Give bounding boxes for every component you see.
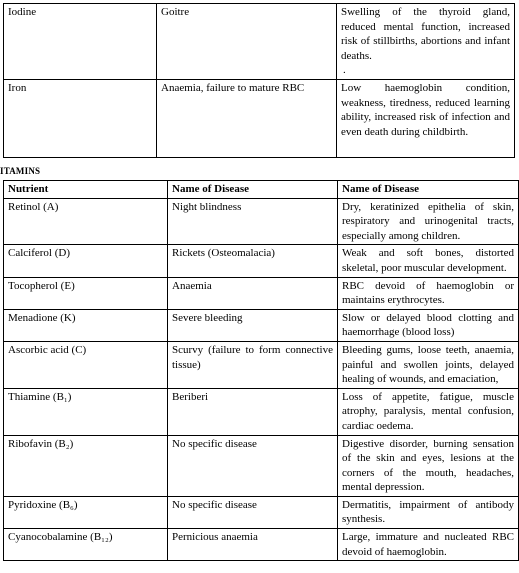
disease-cell: Pernicious anaemia [168,529,338,561]
table-row [4,341,519,388]
table-row [4,529,519,561]
vitamins-table [3,180,519,561]
effects-cell: Loss of appetite, fatigue, muscle atrophy, paralysis, mental confusion, cardiac oedema. [338,388,519,435]
header-row [4,181,519,199]
nutrient-cell: Ascorbic acid (C) [4,341,168,388]
table-row [4,309,519,341]
disease-cell: Anaemia, failure to mature RBC [157,79,337,157]
nutrient-cell: Retinol (A) [4,198,168,245]
table-row [4,496,519,528]
effects-cell: Low haemoglobin condition, weakness, tiredness, reduced learning ability, increased risk of infection and even death during childbirth. [337,79,515,157]
table-row [4,198,519,245]
disease-cell: Goitre [157,4,337,80]
nutrient-cell: Iodine [4,4,157,80]
trailing-mark: . [343,64,346,77]
effects-cell: RBC devoid of haemoglobin or maintains erythrocytes. [338,277,519,309]
nutrient-cell: Iron [4,79,157,157]
nutrient-cell: Ribofavin (B₂) [4,435,168,496]
disease-cell: Beriberi [168,388,338,435]
nutrient-cell: Cyanocobalamine (B₁₂) [4,529,168,561]
column-header-disease: Name of Disease [168,181,338,199]
effects-text: Swelling of the thyroid gland, reduced mental function, increased risk of stillbirths, abortions and infant deaths. [341,6,510,62]
effects-cell: Large, immature and nucleated RBC devoid of haemoglobin. [338,529,519,561]
nutrient-cell: Pyridoxine (B₆) [4,496,168,528]
table-row [4,435,519,496]
table-row [4,277,519,309]
effects-cell: Dry, keratinized epithelia of skin, respiratory and urinogenital tracts, especially among children. [338,198,519,245]
table-row [4,245,519,277]
nutrient-cell: Tocopherol (E) [4,277,168,309]
nutrient-cell: Calciferol (D) [4,245,168,277]
effects-cell [337,4,515,80]
nutrient-cell: Menadione (K) [4,309,168,341]
disease-cell: No specific disease [168,496,338,528]
minerals-table [3,3,515,158]
column-header-nutrient: Nutrient [4,181,168,199]
table-row [4,388,519,435]
effects-cell: Weak and soft bones, distorted skeletal, poor muscular development. [338,245,519,277]
disease-cell: Anaemia [168,277,338,309]
disease-cell: Severe bleeding [168,309,338,341]
nutrient-cell: Thiamine (B₁) [4,388,168,435]
table-row [4,4,515,80]
disease-cell: Rickets (Osteomalacia) [168,245,338,277]
effects-cell: Slow or delayed blood clotting and haemorrhage (blood loss) [338,309,519,341]
effects-cell: Digestive disorder, burning sensation of the skin and eyes, lesions at the corners of the mouth, headaches, mental depression. [338,435,519,496]
effects-cell: Bleeding gums, loose teeth, anaemia, painful and swollen joints, delayed healing of wounds, and emaciation, [338,341,519,388]
table-row [4,79,515,157]
disease-cell: Scurvy (failure to form connective tissue) [168,341,338,388]
column-header-effects: Name of Disease [338,181,519,199]
disease-cell: Night blindness [168,198,338,245]
disease-cell: No specific disease [168,435,338,496]
effects-cell: Dermatitis, impairment of antibody synthesis. [338,496,519,528]
section-heading: ITAMINS [0,166,41,176]
